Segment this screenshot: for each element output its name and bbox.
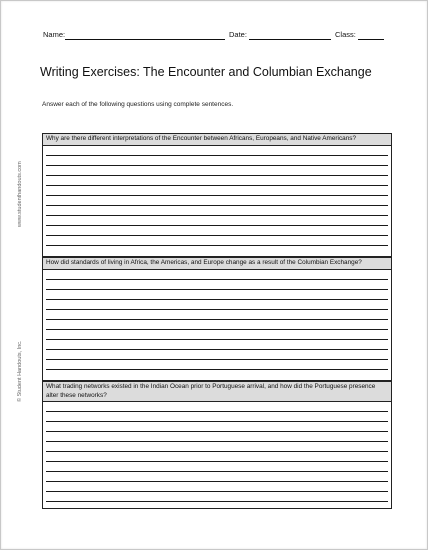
answer-line[interactable] xyxy=(46,299,388,300)
copyright-credit: © Student Handouts, Inc. xyxy=(17,340,23,402)
answer-line[interactable] xyxy=(46,319,388,320)
answer-line[interactable] xyxy=(46,235,388,236)
answer-line[interactable] xyxy=(46,245,388,246)
question-box-3 xyxy=(42,381,392,509)
answer-line[interactable] xyxy=(46,329,388,330)
side-credit xyxy=(17,132,27,402)
answer-line[interactable] xyxy=(46,225,388,226)
answer-line[interactable] xyxy=(46,279,388,280)
answer-line[interactable] xyxy=(46,501,388,502)
answer-line[interactable] xyxy=(46,481,388,482)
class-blank[interactable] xyxy=(358,39,384,40)
instructions-text: Answer each of the following questions using complete sentences. xyxy=(42,101,234,108)
answer-line[interactable] xyxy=(46,215,388,216)
answer-line[interactable] xyxy=(46,339,388,340)
name-label: Name: xyxy=(43,30,66,39)
answer-line[interactable] xyxy=(46,289,388,290)
question-text: Why are there different interpretations of the Encounter between Africans, Europeans, and Native Americans? xyxy=(43,134,391,146)
question-text: What trading networks existed in the Indian Ocean prior to Portuguese arrival, and how did the Portuguese presence alter these networks? xyxy=(43,382,391,402)
name-blank[interactable] xyxy=(65,39,225,40)
answer-line[interactable] xyxy=(46,471,388,472)
question-text: How did standards of living in Africa, the Americas, and Europe change as a result of the Columbian Exchange? xyxy=(43,258,391,270)
question-box-1 xyxy=(42,133,392,257)
worksheet-title: Writing Exercises: The Encounter and Columbian Exchange xyxy=(40,65,372,79)
answer-line[interactable] xyxy=(46,451,388,452)
answer-area[interactable] xyxy=(43,411,391,502)
answer-line[interactable] xyxy=(46,441,388,442)
answer-line[interactable] xyxy=(46,349,388,350)
date-label: Date: xyxy=(229,30,247,39)
answer-line[interactable] xyxy=(46,185,388,186)
answer-line[interactable] xyxy=(46,155,388,156)
answer-line[interactable] xyxy=(46,309,388,310)
student-info-header xyxy=(40,30,390,42)
website-credit: www.studenthandouts.com xyxy=(17,161,23,227)
answer-line[interactable] xyxy=(46,431,388,432)
class-label: Class: xyxy=(335,30,356,39)
answer-line[interactable] xyxy=(46,165,388,166)
answer-line[interactable] xyxy=(46,411,388,412)
answer-line[interactable] xyxy=(46,369,388,370)
answer-line[interactable] xyxy=(46,491,388,492)
answer-line[interactable] xyxy=(46,359,388,360)
question-box-2 xyxy=(42,257,392,381)
answer-line[interactable] xyxy=(46,421,388,422)
answer-line[interactable] xyxy=(46,461,388,462)
answer-area[interactable] xyxy=(43,279,391,370)
answer-line[interactable] xyxy=(46,195,388,196)
answer-line[interactable] xyxy=(46,175,388,176)
answer-line[interactable] xyxy=(46,205,388,206)
answer-area[interactable] xyxy=(43,155,391,246)
date-blank[interactable] xyxy=(249,39,331,40)
